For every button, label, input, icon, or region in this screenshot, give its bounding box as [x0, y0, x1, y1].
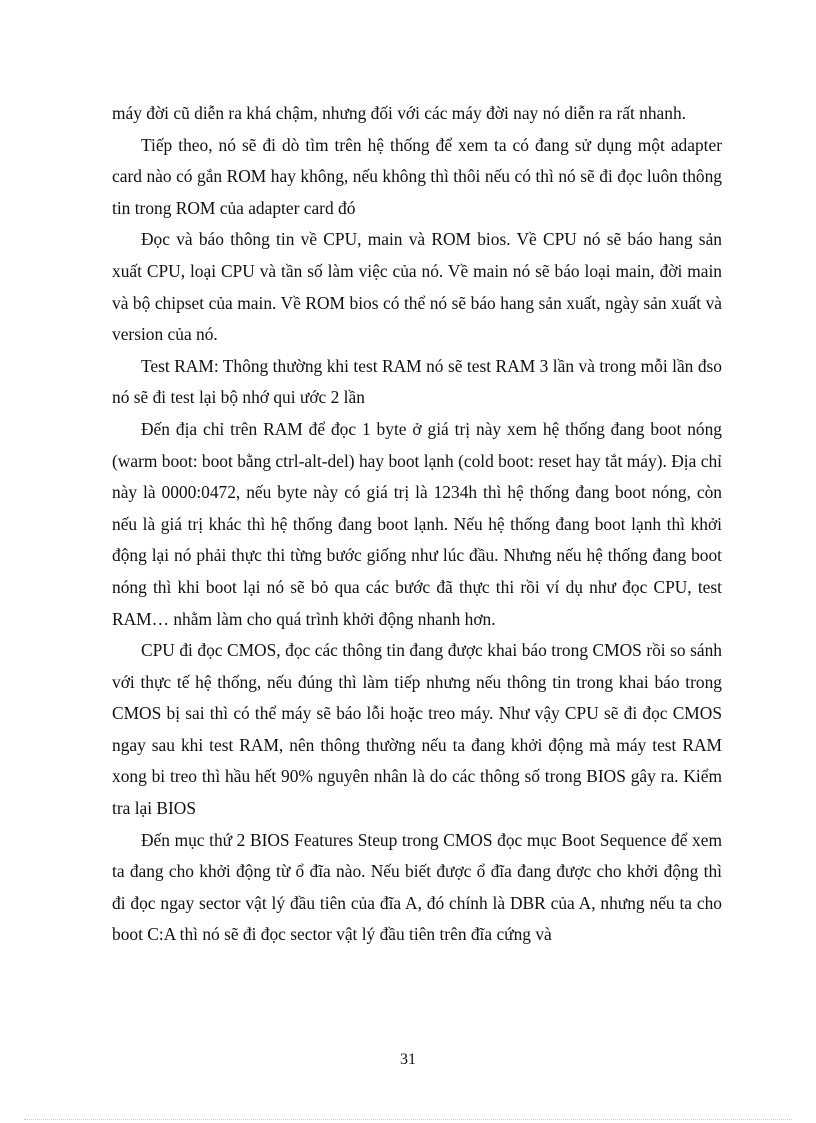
- paragraph-continuation: máy đời cũ diễn ra khá chậm, nhưng đối với các máy đời nay nó diễn ra rất nhanh.: [112, 103, 687, 123]
- paragraph-adapter-rom: Tiếp theo, nó sẽ đi dò tìm trên hệ thống để xem ta có đang sử dụng một adapter card nào có gắn ROM hay không, nếu không thì thôi nếu có thì nó sẽ đi đọc luôn thông tin trong ROM của adapter card đó: [112, 134, 722, 218]
- paragraph-cpu-main-bios: Đọc và báo thông tin về CPU, main và ROM bios. Về CPU nó sẽ báo hang sản xuất CPU, loại CPU và tần số làm việc của nó. Về main nó sẽ báo loại main, đời main và bộ chipset của main. Về ROM bios có thể nó sẽ báo hang sản xuất, ngày sản xuất và version của nó.: [112, 229, 722, 345]
- page-number: 31: [400, 1051, 416, 1068]
- footer-divider: [24, 1119, 792, 1120]
- paragraph-warm-cold-boot: Đến địa chỉ trên RAM để đọc 1 byte ở giá trị này xem hệ thống đang boot nóng (warm boot: boot bằng ctrl-alt-del) hay boot lạnh (cold boot: reset hay tắt máy). Địa chỉ này là 0000:0472, nếu byte này có giá trị là 1234h thì hệ thống đang boot nóng, còn nếu là giá trị khác thì hệ thống đang boot lạnh. Nếu hệ thống đang boot lạnh thì khởi động lại nó phải thực thi từng bước giống như lúc đầu. Nhưng nếu hệ thống đang boot nóng thì khi boot lại nó sẽ bỏ qua các bước đã thực thi rồi ví dụ như đọc CPU, test RAM… nhằm làm cho quá trình khởi động nhanh hơn.: [112, 418, 722, 629]
- paragraph-boot-sequence: Đến mục thứ 2 BIOS Features Steup trong CMOS đọc mục Boot Sequence để xem ta đang cho khởi động từ ổ đĩa nào. Nếu biết được ổ đĩa đang được cho khởi động thì đi đọc ngay sector vật lý đầu tiên của đĩa A, đó chính là DBR của A, nhưng nếu ta cho boot C:A thì nó sẽ đi đọc sector vật lý đầu tiên trên đĩa cứng và: [112, 829, 722, 945]
- paragraph-test-ram: Test RAM: Thông thường khi test RAM nó sẽ test RAM 3 lần và trong mỗi lần đso nó sẽ đi test lại bộ nhớ qui ước 2 lần: [112, 355, 722, 408]
- body-text: [112, 98, 722, 951]
- paragraph-cmos-check: CPU đi đọc CMOS, đọc các thông tin đang được khai báo trong CMOS rồi so sánh với thực tế hệ thống, nếu đúng thì làm tiếp nhưng nếu thông tin trong khai báo trong CMOS bị sai thì có thể máy sẽ báo lỗi hoặc treo máy. Như vậy CPU sẽ đi đọc CMOS ngay sau khi test RAM, nên thông thường nếu ta đang khởi động mà máy test RAM xong bi treo thì hầu hết 90% nguyên nhân là do các thông số trong BIOS gây ra. Kiểm tra lại BIOS: [112, 640, 722, 819]
